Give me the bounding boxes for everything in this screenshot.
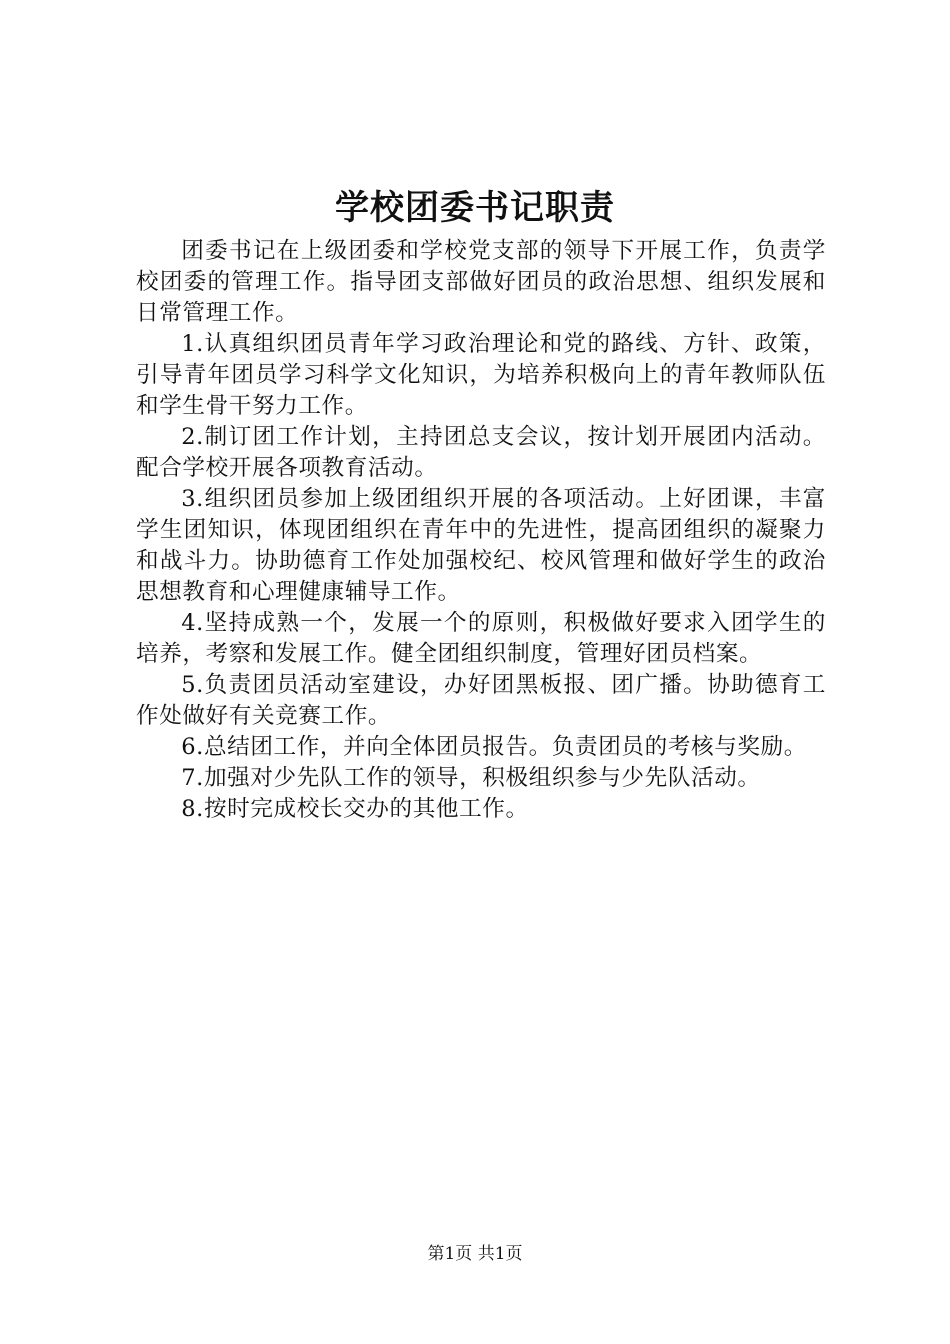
duty-item-4: 4.坚持成熟一个，发展一个的原则，积极做好要求入团学生的培养，考察和发展工作。健全团组织制度，管理好团员档案。 — [136, 610, 826, 667]
duty-item-3: 3.组织团员参加上级团组织开展的各项活动。上好团课，丰富学生团知识，体现团组织在青年中的先进性，提高团组织的凝聚力和战斗力。协助德育工作处加强校纪、校风管理和做好学生的政治思想教育和心理健康辅导工作。 — [136, 486, 826, 605]
duty-item-1: 1.认真组织团员青年学习政治理论和党的路线、方针、政策，引导青年团员学习科学文化知识，为培养积极向上的青年教师队伍和学生骨干努力工作。 — [136, 331, 826, 419]
intro-paragraph: 团委书记在上级团委和学校党支部的领导下开展工作，负责学校团委的管理工作。指导团支部做好团员的政治思想、组织发展和日常管理工作。 — [136, 238, 826, 326]
duty-item-8: 8.按时完成校长交办的其他工作。 — [181, 796, 529, 822]
duty-item-2: 2.制订团工作计划，主持团总支会议，按计划开展团内活动。配合学校开展各项教育活动。 — [136, 424, 826, 481]
duty-item-6: 6.总结团工作，并向全体团员报告。负责团员的考核与奖励。 — [181, 734, 807, 760]
page-footer: 第1页 共1页 — [427, 1244, 523, 1264]
duty-item-5: 5.负责团员活动室建设，办好团黑板报、团广播。协助德育工作处做好有关竞赛工作。 — [136, 672, 826, 729]
document-body — [136, 236, 826, 825]
document-title: 学校团委书记职责 — [335, 188, 615, 228]
duty-item-7: 7.加强对少先队工作的领导，积极组织参与少先队活动。 — [181, 765, 761, 791]
